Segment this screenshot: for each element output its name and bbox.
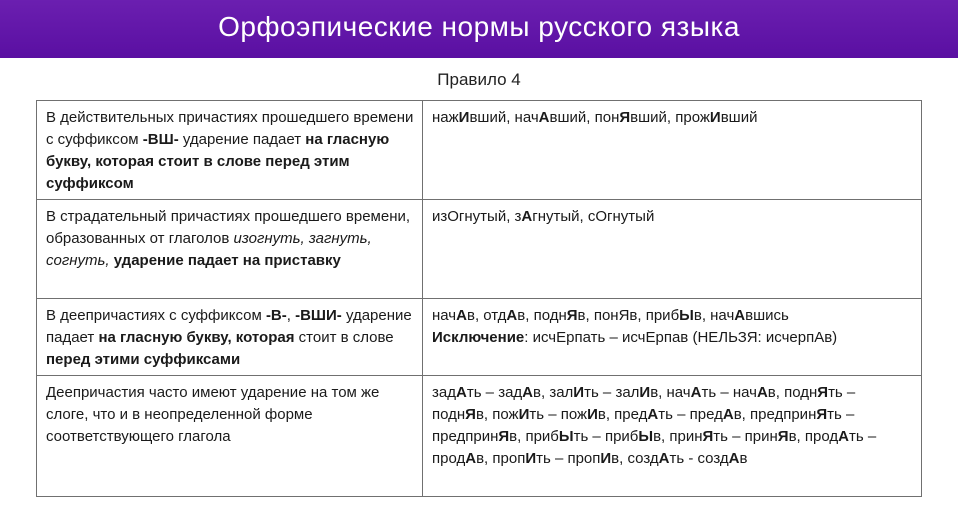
text-run: ть – пред: [658, 406, 723, 423]
bold-text: И: [573, 384, 585, 401]
bold-text: А: [456, 307, 467, 324]
text-run: ть – приб: [573, 428, 639, 445]
rule-cell: [37, 200, 423, 299]
text-run: в, подн: [767, 384, 818, 401]
text-run: ть – зал: [584, 384, 640, 401]
text-run: гнутый, сОгнутый: [532, 208, 655, 225]
bold-text: А: [722, 406, 734, 423]
text-run: в, отд: [466, 307, 507, 324]
table-row: [37, 299, 922, 376]
text-run: вший: [720, 109, 758, 126]
bold-text: -В-: [265, 307, 287, 324]
table-row: [37, 101, 922, 200]
bold-text: Я: [619, 109, 631, 126]
text-run: ,: [286, 307, 296, 324]
bold-text: А: [506, 307, 518, 324]
text-run: ударение падает: [178, 131, 306, 148]
text-run: в, созд: [611, 450, 659, 467]
text-run: ть – пож: [529, 406, 588, 423]
text-run: ть - созд: [669, 450, 729, 467]
text-run: в, пред: [597, 406, 648, 423]
text-run: в, прод: [788, 428, 839, 445]
text-run: В страдательный причастиях прошедшего времени, образованных от глаголов: [46, 208, 411, 247]
bold-text: Ы: [679, 307, 694, 324]
text-run: в, предприн: [733, 406, 817, 423]
bold-text: Исключение: [432, 329, 525, 346]
text-run: в, проп: [476, 450, 526, 467]
text-run: ть – прод: [432, 428, 877, 467]
text-run: в, зал: [533, 384, 574, 401]
bold-text: Я: [702, 428, 714, 445]
bold-text: И: [587, 406, 598, 423]
bold-text: И: [709, 109, 721, 126]
text-run: в, приб: [509, 428, 559, 445]
text-run: ть – нач: [701, 384, 757, 401]
text-run: В деепричастиях с суффиксом: [46, 307, 266, 324]
bold-text: -ВШ-: [142, 131, 179, 148]
examples-cell: [423, 376, 922, 497]
text-run: стоит в слове: [294, 329, 394, 346]
examples-cell: [423, 200, 922, 299]
text-run: вший, нач: [469, 109, 539, 126]
text-run: ть – прин: [713, 428, 778, 445]
bold-text: А: [647, 406, 659, 423]
title-banner: [0, 0, 958, 58]
text-run: в: [739, 450, 748, 467]
bold-text: Я: [566, 307, 578, 324]
italic-text: изогнуть, загнуть, согнуть,: [46, 230, 372, 269]
bold-text: И: [525, 450, 537, 467]
text-run: ть – зад: [466, 384, 523, 401]
bold-text: А: [465, 450, 477, 467]
bold-text: Ы: [558, 428, 574, 445]
bold-text: Я: [465, 406, 476, 423]
text-run: в, нач: [693, 307, 735, 324]
bold-text: Ы: [638, 428, 654, 445]
bold-text: Я: [777, 428, 789, 445]
bold-text: А: [522, 384, 534, 401]
bold-text: на гласную букву, которая стоит в слове перед этим суффиксом: [46, 131, 390, 192]
text-run: ть – подн: [432, 384, 856, 423]
bold-text: Я: [498, 428, 510, 445]
table-row: [37, 376, 922, 497]
text-run: ть – предприн: [432, 406, 855, 445]
table-row: [37, 200, 922, 299]
rule-subtitle: Правило 4: [437, 70, 521, 89]
bold-text: на гласную букву, которая: [98, 329, 295, 346]
bold-text: А: [455, 384, 467, 401]
text-run: в, понЯв, приб: [577, 307, 680, 324]
text-run: в, прин: [653, 428, 703, 445]
bold-text: Я: [817, 384, 829, 401]
text-run: вшись: [745, 307, 789, 324]
bold-text: А: [728, 450, 740, 467]
bold-text: И: [600, 450, 612, 467]
bold-text: А: [690, 384, 702, 401]
rule-cell: [37, 101, 423, 200]
bold-text: И: [518, 406, 530, 423]
text-run: в, подн: [517, 307, 567, 324]
bold-text: И: [639, 384, 651, 401]
bold-text: -ВШИ-: [295, 307, 342, 324]
text-run: ударение падает: [46, 307, 412, 346]
text-run: : исчЕрпать – исчЕрпав (НЕЛЬЗЯ: исчерпАв): [524, 329, 838, 346]
bold-text: А: [521, 208, 533, 225]
examples-cell: [423, 299, 922, 376]
text-run: зад: [432, 384, 456, 401]
bold-text: А: [756, 384, 768, 401]
text-run: в, нач: [650, 384, 691, 401]
bold-text: ударение падает на приставку: [109, 252, 341, 269]
rules-table: [36, 100, 922, 497]
page-title: Орфоэпические нормы русского языка: [218, 11, 740, 42]
text-run: ть – проп: [536, 450, 601, 467]
rule-cell: [37, 376, 423, 497]
bold-text: А: [734, 307, 746, 324]
bold-text: А: [658, 450, 670, 467]
text-run: в, пож: [475, 406, 519, 423]
text-run: вший, пон: [549, 109, 620, 126]
text-run: вший, прож: [630, 109, 710, 126]
bold-text: А: [838, 428, 849, 445]
text-run: изОгнутый, з: [432, 208, 522, 225]
text-run: нач: [432, 307, 457, 324]
text-run: наж: [432, 109, 459, 126]
examples-cell: [423, 101, 922, 200]
bold-text: перед этими суффиксами: [46, 351, 241, 368]
bold-text: А: [538, 109, 550, 126]
text-run: Деепричастия часто имеют ударение на том же слоге, что и в неопределенной форме соответствующего глагола: [46, 384, 380, 445]
bold-text: Я: [816, 406, 828, 423]
text-run: В действительных причастиях прошедшего времени с суффиксом: [46, 109, 414, 148]
bold-text: И: [458, 109, 470, 126]
rule-cell: [37, 299, 423, 376]
